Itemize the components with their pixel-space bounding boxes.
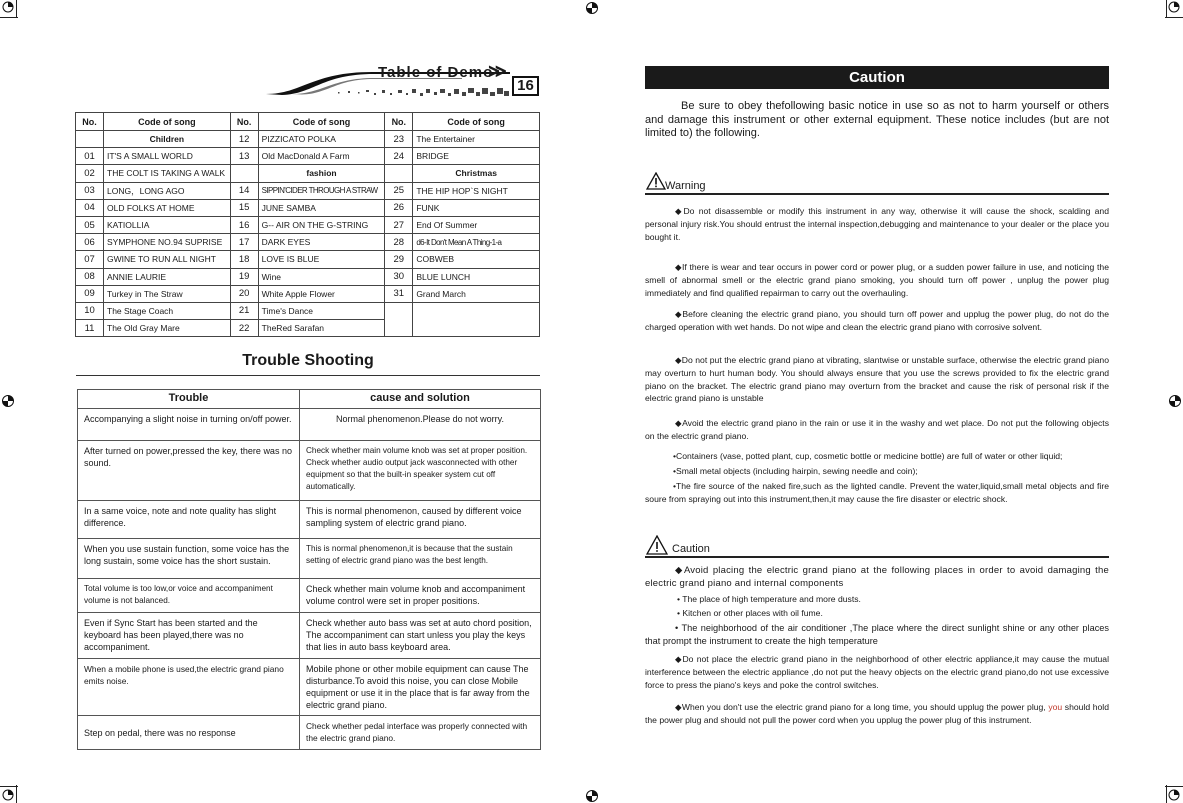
trouble-cell: When you use sustain function, some voice has the long sustain, some voice has the short sustain. (78, 539, 300, 579)
song-title: OLD FOLKS AT HOME (104, 199, 231, 216)
caution-section-header (645, 534, 1109, 558)
registration-mark-icon (1167, 0, 1181, 14)
category-label: Children (104, 131, 231, 148)
song-title (413, 320, 540, 337)
song-title: JUNE SAMBA (258, 199, 385, 216)
crop-mark (1165, 17, 1183, 18)
table-row (76, 285, 540, 302)
category-label: Christmas (413, 165, 540, 182)
song-number (385, 165, 413, 182)
crop-mark (16, 0, 17, 18)
song-title: The Entertainer (413, 131, 540, 148)
song-title: Time's Dance (258, 302, 385, 319)
song-number: 02 (76, 165, 104, 182)
song-number: 25 (385, 182, 413, 199)
song-number: 15 (230, 199, 258, 216)
table-row (76, 148, 540, 165)
warning-item: ◆Avoid the electric grand piano in the rain or use it in the washy and wet place. Do not put the following objects on the electric grand piano. (645, 418, 1109, 441)
song-number: 11 (76, 320, 104, 337)
trouble-cell: Total volume is too low,or voice and accompaniment volume is not balanced. (78, 579, 300, 613)
solution-cell: Check whether main volume knob was set at proper position. Check whether audio output jack wasconnected with other equipment so that the built-in speaker system cut off automatically. (300, 441, 541, 501)
song-title: GWINE TO RUN ALL NIGHT (104, 251, 231, 268)
trouble-cell: In a same voice, note and note quality has slight difference. (78, 501, 300, 539)
column-header-cause: cause and solution (300, 390, 541, 409)
solution-cell: Mobile phone or other mobile equipment can cause The disturbance.To avoid this noise, you can close Mobile equipment or use it in the place that is far away from the electric grand piano. (300, 659, 541, 716)
column-header-no: No. (230, 113, 258, 131)
song-number: 28 (385, 234, 413, 251)
crop-mark (0, 786, 18, 787)
trouble-cell: Even if Sync Start has been started and the keyboard has been played,there was no accompaniment. (78, 613, 300, 659)
song-title: KATIOLLIA (104, 216, 231, 233)
caution-item-last (645, 701, 1109, 727)
song-title: Wine (258, 268, 385, 285)
warning-item: ◆Before cleaning the electric grand piano, you should turn off power and upplug the power plug, do not do the charged operation with wet hands. Do not wipe and clean the electric grand piano with corrosive solvent. (645, 309, 1109, 332)
song-title: IT'S A SMALL WORLD (104, 148, 231, 165)
song-number: 22 (230, 320, 258, 337)
table-row (76, 182, 540, 199)
song-number: 29 (385, 251, 413, 268)
column-header-trouble: Trouble (78, 390, 300, 409)
caution-title-bar: Caution (645, 66, 1109, 89)
table-header-row (78, 390, 541, 409)
page-title: Table of Demo (378, 64, 494, 81)
song-title: ANNIE LAURIE (104, 268, 231, 285)
table-row (76, 165, 540, 182)
song-title: Turkey in The Straw (104, 285, 231, 302)
column-header-code: Code of song (258, 113, 385, 131)
crop-mark (1165, 786, 1183, 787)
table-row (76, 251, 540, 268)
solution-cell: This is normal phenomenon,it is because that the sustain setting of electric grand piano was the best length. (300, 539, 541, 579)
crop-mark (1166, 0, 1167, 18)
table-row (78, 409, 541, 441)
trouble-cell: After turned on power,pressed the key, there was no sound. (78, 441, 300, 501)
caution-label: Caution (672, 543, 710, 555)
crop-mark (1166, 785, 1167, 803)
column-header-code: Code of song (104, 113, 231, 131)
caution-item-text: ◆When you don't use the electric grand piano for a long time, you should upplug the power plug, (675, 702, 1049, 712)
table-row (76, 234, 540, 251)
song-number: 14 (230, 182, 258, 199)
warning-triangle-icon (646, 172, 666, 190)
song-number: 01 (76, 148, 104, 165)
song-title: White Apple Flower (258, 285, 385, 302)
troubleshooting-table (77, 389, 541, 750)
troubleshooting-heading: Trouble Shooting (242, 352, 374, 369)
table-row (76, 131, 540, 148)
table-row (76, 199, 540, 216)
registration-mark-icon (585, 789, 599, 803)
song-title: FUNK (413, 199, 540, 216)
table-row (76, 216, 540, 233)
song-number: 06 (76, 234, 104, 251)
table-row (76, 320, 540, 337)
song-number: 26 (385, 199, 413, 216)
bullet-item: •Small metal objects (including hairpin, sewing needle and coin); (673, 466, 918, 476)
song-number: 18 (230, 251, 258, 268)
table-row (78, 579, 541, 613)
page-number: 16 (512, 76, 539, 96)
table-row (78, 539, 541, 579)
solution-cell: Check whether auto bass was set at auto chord position, The accompaniment can start unless you play the keys that lies in auto bass keyboard area. (300, 613, 541, 659)
song-number (230, 165, 258, 182)
column-header-code: Code of song (413, 113, 540, 131)
caution-place: • The neighborhood of the air conditioner ,The place where the direct sunlight shine or any other places that prompt the instrument to create the high temperature (645, 623, 1109, 646)
double-chevron-icon: ≫ (488, 61, 507, 81)
song-number (76, 131, 104, 148)
crop-mark (0, 17, 18, 18)
caution-lead: ◆Avoid placing the electric grand piano at the following places in order to avoid damaging the electric grand piano and internal components (645, 565, 1109, 589)
song-title: TheRed Sarafan (258, 320, 385, 337)
solution-cell: Check whether main volume knob and accompaniment volume control were set in proper positions. (300, 579, 541, 613)
song-number: 24 (385, 148, 413, 165)
song-number: 09 (76, 285, 104, 302)
solution-cell: This is normal phenomenon, caused by different voice sampling system of electric grand piano. (300, 501, 541, 539)
registration-mark-icon (1168, 394, 1182, 408)
warning-item: ◆Do not disassemble or modify this instrument in any way, otherwise it will cause the shock, scalding and personal injury risk.You should entrust the internal inspection,debugging and maintenance to your dealer or the place you bought it. (645, 206, 1109, 242)
song-title: BRIDGE (413, 148, 540, 165)
song-title: The Old Gray Mare (104, 320, 231, 337)
song-title: COBWEB (413, 251, 540, 268)
warning-section-header (645, 171, 1109, 195)
song-title: THE HIP HOP`S NIGHT (413, 182, 540, 199)
song-number: 08 (76, 268, 104, 285)
registration-mark-icon (1, 394, 15, 408)
song-title: Grand March (413, 285, 540, 302)
caution-place: • Kitchen or other places with oil fume. (677, 608, 823, 618)
column-header-no: No. (385, 113, 413, 131)
song-title: End Of Summer (413, 216, 540, 233)
table-row (78, 441, 541, 501)
table-row (78, 659, 541, 716)
song-number (385, 302, 413, 319)
song-number: 17 (230, 234, 258, 251)
song-number: 20 (230, 285, 258, 302)
bullet-item: •The fire source of the naked fire,such as the lighted candle. Prevent the water,liquid,small metal objects and fire soure from spraying out into this instrument,then,it may cause the fire disaster or electric shock. (645, 481, 1109, 504)
table-row (78, 613, 541, 659)
trouble-cell: Accompanying a slight noise in turning on/off power. (78, 409, 300, 441)
solution-cell: Normal phenomenon.Please do not worry. (300, 409, 541, 441)
song-title: Old MacDonald A Farm (258, 148, 385, 165)
warning-item: ◆If there is wear and tear occurs in power cord or power plug, or a sudden power failure in use, and noticing the smell of abnormal smell or the electric grand piano smoking, you should turn off power , unplug the power plug immediately and find qualified repairman to carry out the overhauling. (645, 262, 1109, 298)
caution-item: ◆Do not place the electric grand piano in the neighborhood of other electric appliance,it may cause the mutual interference between the electric appliance ,do not put the heavy objects on the electric grand piano,do not use excessive force to press the piano's keys and poke the control switches. (645, 654, 1109, 690)
song-title (413, 302, 540, 319)
caution-item-text: should hold the power plug and should not pull the power cord when you upplug the power plug of this instrument. (645, 702, 1109, 725)
table-row (76, 268, 540, 285)
registration-mark-icon (1167, 788, 1181, 802)
registration-mark-icon (585, 1, 599, 15)
song-title: The Stage Coach (104, 302, 231, 319)
column-header-no: No. (76, 113, 104, 131)
song-number: 16 (230, 216, 258, 233)
table-row (78, 716, 541, 750)
song-number: 10 (76, 302, 104, 319)
warning-item: ◆Do not put the electric grand piano at vibrating, slantwise or unstable surface, otherwise the electric grand piano may overturn to hurt human body. You should always ensure that you use the screws provided to fix the electric grand piano on the bracket. The electric grand piano may overturn from the bracket and cause the risk of personal risk if the electric grand piano is unstable (645, 355, 1109, 404)
song-title: LONG，LONG AGO (104, 182, 231, 199)
song-number: 30 (385, 268, 413, 285)
song-number: 04 (76, 199, 104, 216)
song-number: 13 (230, 148, 258, 165)
song-title: LOVE IS BLUE (258, 251, 385, 268)
table-row (78, 501, 541, 539)
category-label: fashion (258, 165, 385, 182)
song-number: 19 (230, 268, 258, 285)
caution-triangle-icon (646, 535, 668, 555)
demo-song-table (75, 112, 540, 337)
trouble-cell: Step on pedal, there was no response (78, 716, 300, 750)
song-number: 23 (385, 131, 413, 148)
registration-mark-icon (1, 788, 15, 802)
song-title: PIZZICATO POLKA (258, 131, 385, 148)
warning-label: Warning (665, 180, 706, 192)
song-title: SYMPHONE NO.94 SUPRISE (104, 234, 231, 251)
song-title: SIPPIN'CIDER THROUGH A STRAW (258, 182, 385, 199)
song-title: THE COLT IS TAKING A WALK (104, 165, 231, 182)
highlighted-word: you (1048, 702, 1063, 712)
intro-paragraph: Be sure to obey thefollowing basic notice in use so as not to harm yourself or others and damage this instrument or other external equipment. These notice includes (but are not limited to) the following. (645, 100, 1109, 139)
registration-mark-icon (1, 0, 15, 14)
song-title: G-- AIR ON THE G-STRING (258, 216, 385, 233)
song-number: 31 (385, 285, 413, 302)
song-title: DARK EYES (258, 234, 385, 251)
song-number (385, 320, 413, 337)
dotted-band-decoration (338, 87, 510, 97)
crop-mark (16, 785, 17, 803)
solution-cell: Check whether pedal interface was properly connected with the electric grand piano. (300, 716, 541, 750)
song-number: 07 (76, 251, 104, 268)
song-number: 21 (230, 302, 258, 319)
bullet-item: •Containers (vase, potted plant, cup, cosmetic bottle or medicine bottle) are full of water or other liquid; (673, 451, 1063, 461)
song-number: 05 (76, 216, 104, 233)
table-header-row (76, 113, 540, 131)
caution-place: • The place of high temperature and more dusts. (677, 594, 861, 604)
song-number: 27 (385, 216, 413, 233)
song-number: 03 (76, 182, 104, 199)
song-title: BLUE LUNCH (413, 268, 540, 285)
trouble-cell: When a mobile phone is used,the electric grand piano emits noise. (78, 659, 300, 716)
table-row (76, 302, 540, 319)
divider (76, 375, 540, 376)
song-title: d6-It Don't Mean A Thing-1-a (413, 234, 540, 251)
song-number: 12 (230, 131, 258, 148)
